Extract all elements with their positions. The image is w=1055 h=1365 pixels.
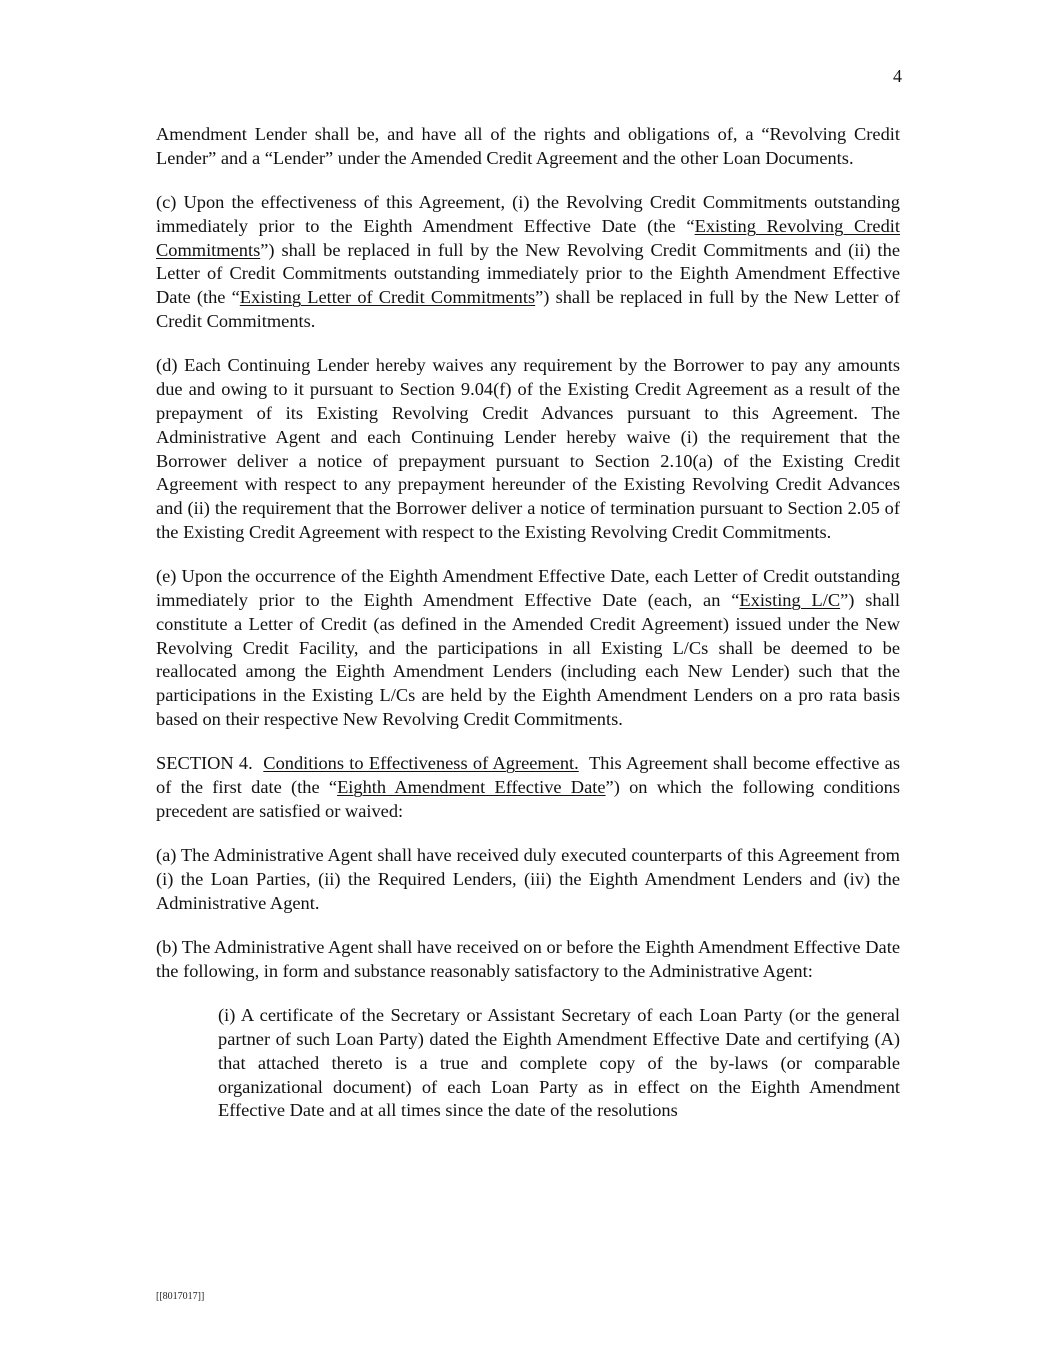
paragraph-e-text-1: (e) Upon the occurrence of the Eighth Amendment Effective Date, each Letter of Credit outstanding immediately prior to the Eighth Amendment Effective Date (each, an “ <box>156 566 900 611</box>
paragraph-c <box>156 191 900 334</box>
defined-term-existing-revolving-credit-commitments: Existing Revolving Credit Commitments <box>156 215 900 260</box>
paragraph-b: (b) The Administrative Agent shall have received on or before the Eighth Amendment Effective Date the following, in form and substance reasonably satisfactory to the Administrative Agent: <box>156 937 900 981</box>
paragraph-b-i: (i) A certificate of the Secretary or Assistant Secretary of each Loan Party (or the general partner of such Loan Party) dated the Eighth Amendment Effective Date and certifying (A) that attached thereto is a true and complete copy of the by-laws (or comparable organizational document) of each Loan Party as in effect on the Eighth Amendment Effective Date and at all times since the date of the resolutions <box>218 1005 900 1121</box>
document-body <box>156 123 900 1144</box>
paragraph-c-text-3: ”) shall be replaced in full by the New Letter of Credit Commitments. <box>156 287 901 332</box>
paragraph-d: (d) Each Continuing Lender hereby waives any requirement by the Borrower to pay any amounts due and owing to it pursuant to Section 9.04(f) of the Existing Credit Agreement as a result of the prepayment of its Existing Revolving Credit Advances pursuant to this Agreement. The Administrative Agent and each Continuing Lender hereby waive (i) the requirement that the Borrower deliver a notice of prepayment pursuant to Section 2.10(a) of the Existing Credit Agreement with respect to any prepayment hereunder of the Existing Revolving Credit Advances and (ii) the requirement that the Borrower deliver a notice of termination pursuant to Section 2.05 of the Existing Credit Agreement with respect to the Existing Revolving Credit Commitments. <box>156 355 900 542</box>
section-4-text-1: This Agreement shall become effective as of the first date (the “ <box>156 753 901 798</box>
defined-term-existing-lc: Existing L/C <box>739 590 841 611</box>
defined-term-eighth-amendment-effective-date: Eighth Amendment Effective Date <box>337 777 606 798</box>
section-4-label: SECTION 4. <box>156 753 253 774</box>
paragraph-e <box>156 565 900 732</box>
paragraph-continuation: Amendment Lender shall be, and have all of the rights and obligations of, a “Revolving Credit Lender” and a “Lender” under the Amended Credit Agreement and the other Loan Documents. <box>156 124 900 168</box>
document-id: [[8017017]] <box>156 1291 205 1302</box>
defined-term-existing-letter-of-credit-commitments: Existing Letter of Credit Commitments <box>239 287 536 308</box>
section-4-text-2: ”) on which the following conditions precedent are satisfied or waived: <box>156 777 901 821</box>
paragraph-c-text-1: (c) Upon the effectiveness of this Agreement, (i) the Revolving Credit Commitments outstanding immediately prior to the Eighth Amendment Effective Date (the “ <box>156 192 900 236</box>
paragraph-a: (a) The Administrative Agent shall have received duly executed counterparts of this Agreement from (i) the Loan Parties, (ii) the Required Lenders, (iii) the Eighth Amendment Lenders and (iv) the Administrative Agent. <box>156 845 900 913</box>
section-4-heading: Conditions to Effectiveness of Agreement. <box>263 753 579 774</box>
page-number: 4 <box>893 66 902 86</box>
paragraph-e-text-2: ”) shall constitute a Letter of Credit (as defined in the Amended Credit Agreement) issued under the New Revolving Credit Facility, and the participations in all Existing L/Cs shall be deemed to be reallocated among the Eighth Amendment Lenders (including each New Lender) such that the participations in the Existing L/Cs are held by the Eighth Amendment Lenders on a pro rata basis based on their respective New Revolving Credit Commitments. <box>156 590 900 730</box>
paragraph-c-text-2: ”) shall be replaced in full by the New Revolving Credit Commitments and (ii) the Letter of Credit Commitments outstanding immediately prior to the Eighth Amendment Effective Date (the “ <box>156 239 900 308</box>
section-4 <box>156 752 900 823</box>
